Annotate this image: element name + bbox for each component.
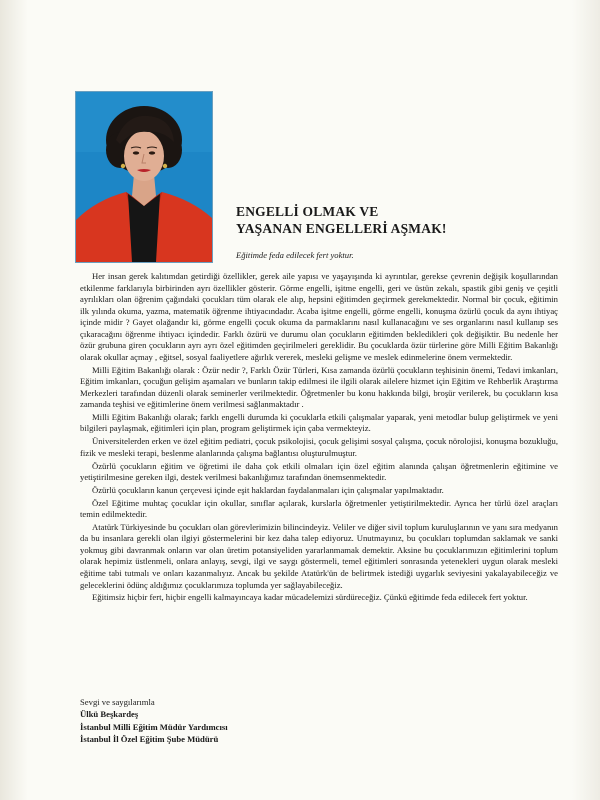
- body-paragraph: Eğitimsiz hiçbir fert, hiçbir engelli kalmayıncaya kadar mücadelemizi sürdüreceğiz. Çünkü eğitimde feda edilecek fert yoktur.: [92, 592, 528, 603]
- body-paragraph: Özürlü çocukların eğitim ve öğretimi ile daha çok etkili olmaları için özel eğitim alanında çalışan öğretmenlerin eğitimine ve yetiştirilmesine gereken ilgi, destek verilmesi bakanlığımız tarafından önemsenmektedir.: [80, 460, 558, 483]
- body-paragraph: Özel Eğitime muhtaç çocuklar için okullar, sınıflar açılarak, kurslarla öğretmenler yetiştirilmektedir. Ayrıca her türlü özel araçları temin edilmektedir.: [80, 497, 558, 520]
- article-title-line-2: YAŞANAN ENGELLERİ AŞMAK!: [236, 221, 447, 236]
- body-paragraph: Milli Eğitim Bakanlığı olarak : Özür nedir ?, Farklı Özür Türleri, Kısa zamanda özürlü çocukların teşhisinin önemi, Tedavi imkanları, Eğitim imkanları, çocuğun gelişim aşamaları ve bunların takip edilmesi ile ilgili olarak ailelere hizmet için Eğitim ve Rehberlik Araştırma Merkezleri tarafından düzenli olarak seminerler verilmektedir. Öğretmenler bu konu hakkında bilgi, broşür verilerek, bu çocukların kısa zamanda teşhisi ve eğitimlerine önem verilmesi sağlanmaktadır .: [80, 364, 558, 410]
- signature-title-2: İstanbul İl Özel Eğitim Şube Müdürü: [80, 734, 219, 745]
- body-paragraph: Her insan gerek kalıtımdan getirdiği özellikler, gerek aile yapısı ve yaşayışında ki ayrıntılar, gerekse çevrenin değişik koşullarından etkilenme farklarıyla birbirinden ayrı özellikler gösterir. Görme engelli, işitme engelli, geri ve üstün zekalı, spastik gibi geniş ve çeşitli ayrılıkları olan öğrenim çağındaki çocukları tüm olarak ele alıp, hepsini eğitimden geçirmek gerekmektedir. Normal bir çocuk, eğitimin ilk yılında okuma, yazma, matematik öğrenme ihtiyacındadır. Acaba işitme engelli, görme engelli, konuşma özürlü çocuk da aynı ihtiyaç içinde midir ? Gayet olağandır ki, görme engelli çocuk okuma da parmaklarını nasıl kullanacağını ve ses organlarını nasıl kullanıp ses çıkaracağını öğrenme ihtiyacı içindedir. Farklı özürü ve durumu olan çocukların eğitimden bekledikleri çok değişiktir. Bu nedenle her özür grubuna giren çocukların ayrı ayrı özel eğitimden geçirilmeleri gereklidir. Bu çocuklarda özür türlerine göre Milli Eğitim Bakanlığı olarak okullar açmay , eğitsel, sosyal faaliyetlere ağırlık vererek, mesleki gelişme ve meslek edinmelerine önem vermektedir.: [80, 271, 558, 362]
- signature-name: Ülkü Beşkardeş: [80, 709, 139, 720]
- article-title-line-1: ENGELLİ OLMAK VE: [236, 204, 379, 219]
- body-paragraph: Atatürk Türkiyesinde bu çocukları olan görevlerimizin bilincindeyiz. Veliler ve diğer sivil toplum kuruluşlarının ve yanı sıra medyanın da bu insanlara gerekli olan ilgiyi göstermelerini bir kez daha talep ediyoruz. Unutmayınız, bu çocukları toplumdan saklamak ve sanki yokmuş gibi davranmak onların var olan üretim potansiyeliden yararlanmamak demektir. Aksine bu çocuklarımızın eğitimlerini toplum olarak hepimiz üstlenmeli, onlara anlayış, sevgi, ilgi ve saygı göstermeli, temel eğitimleri sonrasında yetenekleri uygun olarak mesleki eğitime tabi tutmalı ve onları kazanmalıyız. Ancak bu şekilde Atatürk'ün de belirtmek istediği uygarlık seviyesini yakalayabileceğiz ve geleceklerini ödünç aldığımız çocuklarımıza toplumda yer sağlayabileceğiz.: [80, 521, 558, 590]
- author-portrait-photo: [76, 92, 212, 262]
- body-paragraph: Üniversitelerden erken ve özel eğitim pediatri, çocuk psikolojisi, çocuk gelişimi sosyal çalışma, çocuk nörolojisi, konuşma bozukluğu, fizik ve mesleki terapi, beslenme alanlarında çalışma bağlantısı oluşturulmuştur.: [80, 436, 558, 458]
- signature-closing: Sevgi ve saygılarımla: [80, 697, 155, 707]
- article-body: [80, 271, 558, 605]
- article-subtitle: Eğitimde feda edilecek fert yoktur.: [236, 250, 354, 260]
- body-paragraph: Milli Eğitim Bakanlığı olarak; farklı engelli durumda ki çocuklarla etkili çalışmalar yaparak, yeni metodlar bulup geliştirmek ve yeni bilgileri paylaşmak, eğitimleri için plan, program geliştirmek için çaba vermekteyiz.: [80, 411, 558, 434]
- article-title: [236, 203, 566, 237]
- portrait-illustration: [76, 92, 212, 262]
- signature-block: [80, 696, 380, 746]
- signature-title-1: İstanbul Milli Eğitim Müdür Yardımcısı: [80, 721, 228, 732]
- body-paragraph: Özürlü çocukların kanun çerçevesi içinde eşit haklardan faydalanmaları için çalışmalar yapılmaktadır.: [92, 484, 444, 495]
